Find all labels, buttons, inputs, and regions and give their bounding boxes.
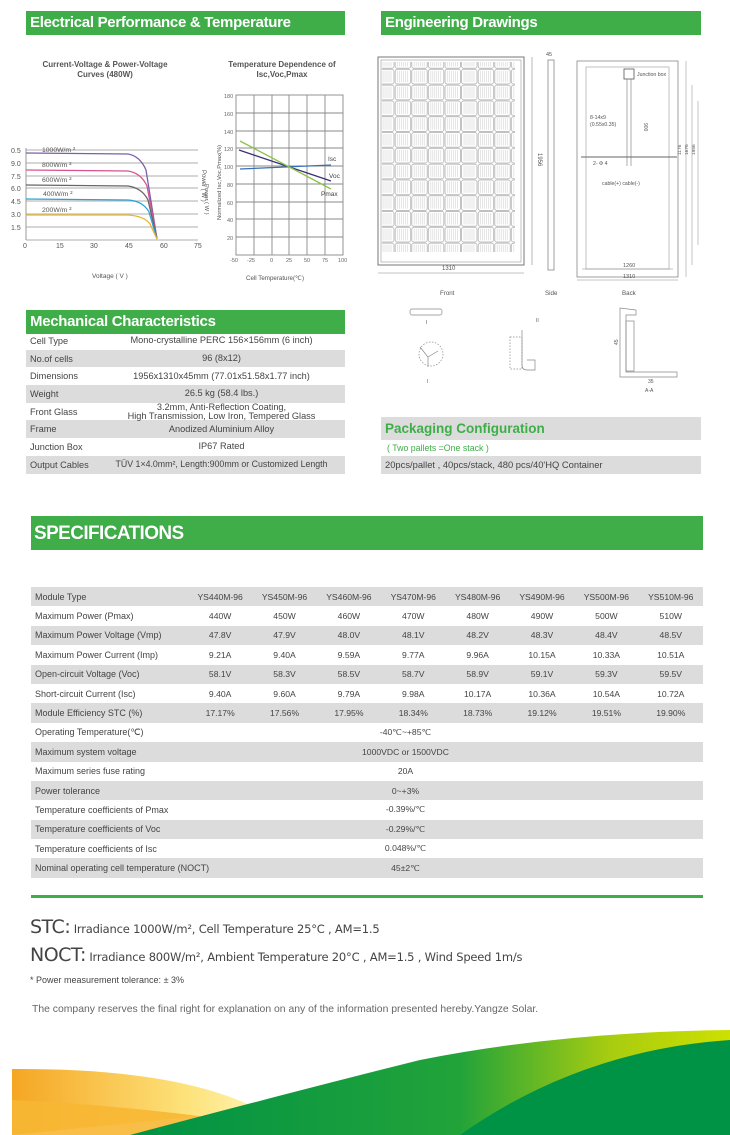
specifications-table — [31, 587, 703, 878]
svg-text:75: 75 — [194, 243, 202, 250]
spec-cell: 18.73% — [463, 708, 493, 719]
spec-cell: 9.21A — [208, 649, 232, 660]
spec-cell: 48.1V — [402, 630, 425, 641]
svg-text:9.0: 9.0 — [11, 161, 21, 168]
model-col: YS470M-96 — [390, 591, 436, 602]
svg-text:600W/m ²: 600W/m ² — [42, 177, 72, 184]
spec-key: Maximum series fuse rating — [35, 766, 146, 777]
spec-key: Temperature coefficients of Pmax — [35, 804, 169, 815]
mech-row-junction-box — [26, 438, 345, 456]
spec-cell: 48.5V — [659, 630, 683, 641]
svg-text:140: 140 — [224, 130, 234, 136]
mech-key: Weight — [30, 388, 59, 399]
temp-chart-title — [222, 60, 342, 80]
glass-line-2: High Transmission, Low Iron, Tempered Glass — [127, 410, 316, 421]
spec-cell: 9.59A — [337, 649, 361, 660]
iv-x-label: Voltage ( V ) — [92, 273, 128, 280]
spec-row-coef-voc — [31, 820, 703, 839]
mech-row-frame — [26, 420, 345, 438]
spec-cell: 9.60A — [273, 688, 296, 699]
spec-key: Operating Temperature(℃) — [35, 726, 144, 737]
spec-row-pmax — [31, 606, 703, 625]
spec-cell: 19.12% — [527, 708, 557, 719]
mech-value: 26.5 kg (58.4 lbs.) — [184, 388, 259, 399]
spec-value: -0.29%/℃ — [385, 823, 426, 834]
mech-row-dimensions — [26, 367, 345, 385]
stc-note — [30, 916, 379, 938]
spec-row-system-voltage — [31, 742, 703, 761]
spec-cell: 47.9V — [273, 630, 296, 641]
spec-value: 0~+3% — [391, 785, 420, 796]
svg-text:1956: 1956 — [692, 144, 697, 155]
model-col: YS450M-96 — [261, 591, 308, 602]
model-col: YS490M-96 — [519, 591, 565, 602]
svg-text:-25: -25 — [247, 258, 255, 264]
spec-key: Maximum system voltage — [35, 746, 137, 757]
mech-value: IP67 Rated — [198, 441, 245, 452]
spec-cell: 48.4V — [595, 630, 618, 641]
spec-cell: 10.54A — [592, 688, 621, 699]
spec-key: Maximum Power (Pmax) — [35, 611, 134, 622]
iv-chart-title-text: Current-Voltage & Power-Voltage Curves (480W) — [42, 60, 168, 79]
spec-cell: 470W — [402, 611, 425, 622]
svg-text:45: 45 — [125, 243, 133, 250]
side-thickness-dim: 45 — [546, 52, 553, 58]
spec-row-fuse — [31, 762, 703, 781]
spec-cell: 59.3V — [595, 669, 618, 680]
svg-text:75: 75 — [322, 258, 329, 264]
svg-text:200W/m ²: 200W/m ² — [42, 207, 72, 214]
spec-cell: 17.95% — [334, 708, 364, 719]
spec-cell: 48.2V — [466, 630, 489, 641]
mech-value: TÜV 1×4.0mm², Length:900mm or Customized Length — [115, 459, 328, 470]
stc-text: Irradiance 1000W/m², Cell Temperature 25°C , AM=1.5 — [70, 922, 380, 936]
noct-text: Irradiance 800W/m², Ambient Temperature 20°C , AM=1.5 , Wind Speed 1m/s — [85, 950, 523, 964]
mech-key: Output Cables — [30, 459, 89, 470]
svg-text:I: I — [426, 320, 428, 326]
spec-cell: 480W — [466, 611, 489, 622]
svg-text:900: 900 — [642, 123, 648, 132]
spec-cell: 9.79A — [337, 688, 361, 699]
mech-key: Junction Box — [30, 441, 83, 452]
spec-cell: 18.34% — [398, 708, 428, 719]
svg-text:100: 100 — [224, 165, 234, 171]
side-view — [545, 52, 558, 297]
svg-text:400W/m ²: 400W/m ² — [43, 191, 73, 198]
detail-views — [410, 308, 677, 377]
spec-cell: 59.5V — [659, 669, 683, 680]
svg-text:6.0: 6.0 — [11, 186, 21, 193]
spec-cell: 9.96A — [466, 649, 489, 660]
spec-cell: 10.15A — [528, 649, 556, 660]
glass-line-1: 3.2mm, Anti-Reflection Coating, — [156, 401, 287, 412]
ground-holes-label: 2- Φ 4 — [593, 161, 608, 167]
spec-cell: 10.51A — [657, 649, 685, 660]
spec-row-noct — [31, 858, 703, 877]
temp-chart-title-text: Temperature Dependence of Isc,Voc,Pmax — [228, 60, 336, 79]
spec-row-coef-isc — [31, 839, 703, 858]
specifications-title: SPECIFICATIONS — [31, 516, 703, 550]
svg-text:40: 40 — [227, 218, 234, 224]
mech-row-cell-type — [26, 332, 345, 350]
back-view — [577, 61, 698, 297]
spec-cell: 10.17A — [464, 688, 492, 699]
mech-value — [98, 403, 345, 421]
model-col: YS480M-96 — [454, 591, 501, 602]
spec-key: Power tolerance — [35, 785, 101, 796]
svg-text:1000W/m ²: 1000W/m ² — [42, 147, 76, 154]
svg-text:-50: -50 — [230, 258, 238, 264]
spec-cell: 58.9V — [466, 669, 489, 680]
svg-text:Normalized Isc,Voc,Pmax(%): Normalized Isc,Voc,Pmax(%) — [217, 144, 223, 220]
spec-cell: 19.51% — [591, 708, 621, 719]
junction-box-label: Junction box — [637, 72, 667, 78]
spec-cell: 19.90% — [656, 708, 686, 719]
spec-cell: 58.7V — [402, 669, 425, 680]
front-label: Front — [440, 290, 455, 297]
back-label: Back — [622, 290, 636, 297]
spec-cell: 17.17% — [205, 708, 235, 719]
temperature-chart — [200, 80, 360, 290]
spec-cell: 58.5V — [337, 669, 361, 680]
svg-text:35: 35 — [648, 379, 654, 385]
spec-key: Temperature coefficients of Isc — [35, 843, 157, 854]
svg-text:160: 160 — [224, 112, 234, 118]
svg-text:1.5: 1.5 — [11, 225, 21, 232]
iv-x-ticks — [23, 243, 202, 250]
svg-text:80: 80 — [227, 183, 234, 189]
spec-cell: 10.72A — [657, 688, 685, 699]
svg-text:4.5: 4.5 — [11, 199, 21, 206]
mech-row-cells — [26, 350, 345, 368]
spec-cell: 510W — [659, 611, 682, 622]
iv-curve-chart — [0, 130, 210, 290]
divider-line — [31, 895, 703, 898]
pmax-label: Pmax — [321, 191, 338, 198]
tolerance-note: * Power measurement tolerance: ± 3% — [30, 975, 185, 985]
svg-text:30: 30 — [90, 243, 98, 250]
model-col: YS500M-96 — [583, 591, 630, 602]
spec-cell: 58.1V — [208, 669, 232, 680]
spec-key: Module Efficiency STC (%) — [35, 708, 143, 719]
front-view — [378, 57, 542, 297]
mech-key: Front Glass — [30, 406, 78, 417]
svg-text:25: 25 — [286, 258, 293, 264]
spec-cell: 9.40A — [273, 649, 296, 660]
svg-text:1176: 1176 — [678, 144, 683, 155]
spec-value: 0.048%/℃ — [384, 843, 427, 854]
svg-text:0.5: 0.5 — [11, 148, 21, 155]
holes-label: 8-14x9 — [590, 115, 606, 121]
spec-key: Short-circuit Current (Isc) — [35, 688, 136, 699]
spec-cell: 10.36A — [528, 688, 556, 699]
packaging-subtitle: ( Two pallets =One stack ) — [387, 443, 489, 453]
mechanical-table — [26, 332, 345, 474]
mech-key: Dimensions — [30, 371, 78, 382]
model-col: YS510M-96 — [648, 591, 694, 602]
model-col: YS460M-96 — [326, 591, 372, 602]
spec-cell: 58.3V — [273, 669, 296, 680]
spec-cell: 460W — [337, 611, 361, 622]
svg-text:3.0: 3.0 — [11, 212, 21, 219]
svg-text:120: 120 — [224, 147, 234, 153]
holes-inch-label: (0.55x0.35) — [590, 122, 617, 128]
iv-chart-title — [30, 60, 180, 80]
spec-header-row — [31, 587, 703, 606]
spec-value: 1000VDC or 1500VDC — [362, 746, 449, 757]
spec-cell: 450W — [273, 611, 296, 622]
svg-text:800W/m ²: 800W/m ² — [42, 162, 72, 169]
svg-text:50: 50 — [304, 258, 311, 264]
mech-row-weight — [26, 385, 345, 403]
svg-text:A-A: A-A — [645, 388, 654, 394]
spec-cell: 440W — [208, 611, 232, 622]
svg-text:0: 0 — [23, 243, 27, 250]
svg-text:15: 15 — [56, 243, 64, 250]
stc-label: STC: — [30, 916, 71, 938]
spec-cell: 9.77A — [402, 649, 425, 660]
spec-row-isc — [31, 684, 703, 703]
spec-key: Nominal operating cell temperature (NOCT) — [35, 863, 210, 874]
model-col: YS440M-96 — [197, 591, 243, 602]
packaging-section-title: Packaging Configuration — [381, 417, 701, 440]
noct-note — [30, 944, 522, 966]
spec-cell: 48.0V — [337, 630, 361, 641]
svg-text:Power ( W ): Power ( W ) — [203, 184, 209, 215]
svg-text:1310: 1310 — [623, 274, 636, 280]
spec-row-operating-temp — [31, 723, 703, 742]
side-label: Side — [545, 290, 558, 297]
disclaimer: The company reserves the final right for explanation on any of the information presented hereby.Yangze Solar. — [32, 1004, 539, 1015]
front-width-dim: 1310 — [442, 266, 456, 272]
spec-value: -0.39%/℃ — [385, 804, 426, 815]
mech-key: Frame — [30, 424, 57, 435]
svg-text:1676: 1676 — [685, 144, 690, 155]
mech-row-output-cables — [26, 456, 345, 474]
svg-text:45: 45 — [614, 339, 620, 345]
spec-row-vmp — [31, 626, 703, 645]
front-height-dim: 1956 — [536, 153, 542, 167]
svg-text:60: 60 — [227, 201, 234, 207]
iv-y-ticks — [11, 148, 21, 232]
spec-cell: 10.33A — [592, 649, 621, 660]
svg-text:1260: 1260 — [623, 263, 636, 269]
spec-row-voc — [31, 665, 703, 684]
spec-key: Maximum Power Current (Imp) — [35, 649, 159, 660]
packaging-details: 20pcs/pallet , 40pcs/stack, 480 pcs/40'HQ Container — [381, 456, 701, 474]
engineering-section-title: Engineering Drawings — [381, 11, 701, 35]
spec-value: -40℃~+85℃ — [379, 726, 432, 737]
mech-value: Mono-crystalline PERC 156×156mm (6 inch) — [130, 335, 313, 346]
isc-label: Isc — [328, 156, 337, 163]
noct-label: NOCT: — [30, 944, 86, 966]
mechanical-section-title: Mechanical Characteristics — [26, 310, 345, 334]
engineering-drawing — [370, 45, 730, 405]
svg-text:20: 20 — [227, 236, 234, 242]
mech-value: Anodized Aluminium Alloy — [168, 423, 275, 434]
spec-cell: 17.56% — [269, 708, 300, 719]
spec-key: Maximum Power Voltage (Vmp) — [35, 630, 162, 641]
spec-row-coef-pmax — [31, 800, 703, 819]
spec-cell: 59.1V — [530, 669, 554, 680]
spec-row-imp — [31, 645, 703, 664]
mech-row-front-glass — [26, 403, 345, 421]
spec-cell: 9.40A — [208, 688, 232, 699]
spec-cell: 48.3V — [530, 630, 554, 641]
footer-wave-decoration — [0, 1020, 730, 1135]
voc-label: Voc — [329, 173, 340, 180]
spec-cell: 490W — [530, 611, 554, 622]
mech-value: 96 (8x12) — [202, 353, 241, 364]
svg-text:II: II — [536, 318, 539, 324]
svg-text:180: 180 — [224, 94, 234, 100]
spec-key: Temperature coefficients of Voc — [35, 824, 161, 835]
spec-cell: 9.98A — [402, 688, 425, 699]
spec-cell: 47.8V — [208, 630, 232, 641]
svg-text:60: 60 — [160, 243, 168, 250]
spec-row-tolerance — [31, 781, 703, 800]
temp-x-label: Cell Temperature(℃) — [246, 275, 305, 282]
spec-cell: 500W — [595, 611, 618, 622]
svg-text:I: I — [427, 379, 429, 385]
spec-key: Module Type — [35, 591, 87, 602]
spec-value: 20A — [397, 766, 414, 777]
svg-text:0: 0 — [270, 258, 274, 264]
svg-text:7.5: 7.5 — [11, 174, 21, 181]
svg-text:100: 100 — [338, 258, 348, 264]
electrical-section-title: Electrical Performance & Temperature Dependence — [26, 11, 345, 35]
spec-value: 45±2℃ — [391, 862, 420, 873]
mech-value: 1956x1310x45mm (77.01x51.58x1.77 inch) — [133, 370, 310, 381]
mech-key: Cell Type — [30, 335, 69, 346]
mech-key: No.of cells — [30, 353, 73, 364]
cables-label: cable(+) cable(-) — [602, 181, 640, 187]
spec-key: Open-circuit Voltage (Voc) — [35, 669, 140, 680]
spec-row-efficiency — [31, 703, 703, 722]
svg-text:Power ( W ): Power ( W ) — [200, 170, 206, 202]
